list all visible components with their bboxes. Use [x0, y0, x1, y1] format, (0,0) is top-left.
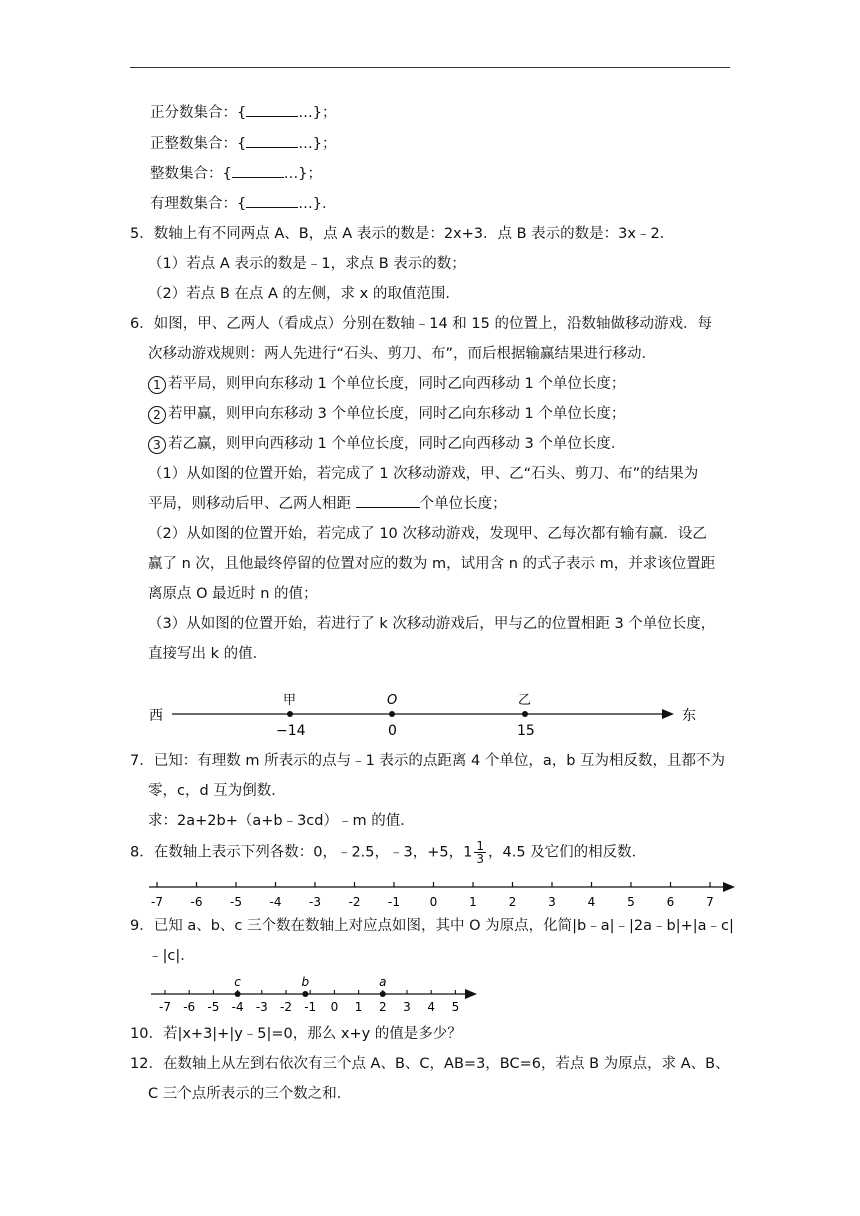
header-rule	[130, 67, 730, 68]
tick-label: −14	[276, 723, 306, 739]
set-label: 正分数集合：{	[150, 105, 247, 121]
tick-label: 6	[666, 895, 675, 909]
q7-line3: 求：2a+2b+（a+b﹣3cd）﹣m 的值．	[148, 813, 415, 829]
q6-part2-line3: 离原点 O 最近时 n 的值；	[148, 586, 318, 602]
set-integer	[150, 164, 322, 184]
mixed-number-whole: 1	[463, 844, 473, 861]
rule-text: 若甲赢，则甲向东移动 3 个单位长度，同时乙向东移动 1 个单位长度；	[168, 406, 626, 422]
west-label: 西	[149, 708, 163, 724]
tick-label: -1	[304, 1000, 317, 1014]
tick-label: -6	[183, 1000, 196, 1014]
point-b	[302, 991, 308, 997]
q6-part2-line1: （2）从如图的位置开始，若完成了 10 次移动游戏，发现甲、乙每次都有输有赢．设乙	[148, 526, 707, 542]
tick-label: 4	[427, 1000, 436, 1014]
numerator: 1	[476, 839, 484, 853]
set-tail: …}；	[298, 136, 337, 152]
point-yi	[522, 711, 528, 717]
q6-rule-3	[148, 434, 625, 454]
q9-number-line	[145, 972, 485, 1018]
text: 8．在数轴上表示下列各数：0，﹣2.5，﹣3，+5，	[130, 844, 464, 861]
q5-stem: 5．数轴上有不同两点 A、B，点 A 表示的数是：2x+3．点 B 表示的数是：3x﹣2．	[130, 226, 675, 242]
q8-number-line	[145, 878, 745, 910]
tick-label: -2	[280, 1000, 292, 1014]
tick-label: 0	[429, 895, 438, 909]
q9-line1: 9．已知 a、b、c 三个数在数轴上对应点如图，其中 O 为原点，化简|b﹣a|﹣|2a﹣b|+|a﹣c|	[130, 918, 734, 934]
tick-label: -3	[255, 1000, 268, 1014]
set-tail: …}；	[298, 105, 337, 121]
q6-number-line-figure	[140, 685, 720, 745]
q6-part3-line1: （3）从如图的位置开始，若进行了 k 次移动游戏后，甲与乙的位置相距 3 个单位长度，	[148, 616, 716, 632]
tick-label: 3	[403, 1000, 411, 1014]
text: ，4.5 及它们的相反数．	[487, 844, 647, 861]
tick-label: -3	[309, 895, 321, 909]
point-label-a: a	[379, 975, 387, 989]
q10-stem: 10．若|x+3|+|y﹣5|=0，那么 x+y 的值是多少？	[130, 1026, 462, 1042]
set-label: 整数集合：{	[150, 166, 232, 182]
answer-blank[interactable]	[232, 164, 284, 178]
tick-label: 1	[469, 895, 477, 909]
answer-blank[interactable]	[246, 103, 298, 117]
axis-arrow	[662, 709, 674, 719]
q6-part1-line1: （1）从如图的位置开始，若完成了 1 次移动游戏，甲、乙“石头、剪刀、布”的结果为	[148, 466, 699, 482]
tick-label: -6	[190, 895, 203, 909]
axis-arrow	[723, 882, 735, 892]
tick-label: -1	[388, 895, 400, 909]
tick-label: -5	[207, 1000, 220, 1014]
q7-line2: 零，c，d 互为倒数．	[148, 783, 286, 799]
tick-label: -2	[348, 895, 361, 909]
text: 个单位长度；	[419, 496, 507, 512]
tick-label: -4	[231, 1000, 244, 1014]
tick-label: 15	[517, 723, 535, 739]
tick-label: 7	[706, 895, 714, 909]
q9-line2: ﹣|c|．	[148, 948, 195, 964]
q6-rule-1	[148, 374, 625, 394]
tick-label: 0	[388, 723, 397, 739]
east-label: 东	[682, 708, 696, 724]
q12-line2: C 三个点所表示的三个数之和．	[148, 1086, 352, 1102]
answer-blank[interactable]	[246, 194, 298, 208]
text: 平局，则移动后甲、乙两人相距	[148, 496, 356, 512]
answer-blank[interactable]	[356, 494, 420, 508]
rule-text: 若平局，则甲向东移动 1 个单位长度，同时乙向西移动 1 个单位长度；	[168, 376, 626, 392]
tick-label: 1	[354, 1000, 363, 1014]
set-rational	[150, 194, 336, 214]
circled-number: 2	[148, 406, 166, 424]
q7-line1: 7．已知：有理数 m 所表示的点与﹣1 表示的点距离 4 个单位，a，b 互为相反数，且都不为	[130, 753, 726, 769]
q12-line1: 12．在数轴上从左到右依次有三个点 A、B、C，AB=3，BC=6，若点 B 为原点，求 A、B、	[130, 1056, 730, 1072]
q6-stem-line2: 次移动游戏规则：两人先进行“石头、剪刀、布”，而后根据输赢结果进行移动．	[148, 346, 657, 362]
q6-part1-line2	[148, 494, 507, 514]
tick-label: -4	[269, 895, 282, 909]
label-yi: 乙	[518, 693, 532, 708]
point-origin	[389, 711, 395, 717]
set-label: 正整数集合：{	[150, 136, 247, 152]
set-tail: …}；	[283, 166, 322, 182]
denominator: 3	[476, 852, 484, 866]
point-label-b: b	[301, 975, 310, 989]
tick-label: 5	[451, 1000, 460, 1014]
tick-label: 3	[548, 895, 556, 909]
tick-label: -5	[230, 895, 242, 909]
set-positive-fraction	[150, 103, 336, 123]
q6-rule-2	[148, 404, 625, 424]
point-c	[235, 991, 241, 997]
set-label: 有理数集合：{	[150, 196, 247, 212]
point-jia	[287, 711, 293, 717]
axis-arrow	[465, 989, 477, 999]
point-label-c: c	[234, 975, 241, 989]
label-origin: O	[387, 693, 398, 708]
tick-label: 4	[587, 895, 596, 909]
circled-number: 3	[148, 436, 166, 454]
set-tail: …}．	[298, 196, 337, 212]
q6-part3-line2: 直接写出 k 的值．	[148, 646, 268, 662]
tick-label: -7	[159, 1000, 171, 1014]
set-positive-integer	[150, 134, 336, 154]
q6-stem-line1: 6．如图，甲、乙两人（看成点）分别在数轴﹣14 和 15 的位置上，沿数轴做移动游戏．每	[130, 316, 712, 332]
rule-text: 若乙赢，则甲向西移动 1 个单位长度，同时乙向西移动 3 个单位长度．	[168, 436, 626, 452]
tick-label: 0	[330, 1000, 339, 1014]
label-jia: 甲	[283, 693, 297, 708]
tick-label: 2	[508, 895, 517, 909]
point-a	[380, 991, 386, 997]
fraction	[474, 840, 486, 865]
circled-number: 1	[148, 376, 166, 394]
q6-part2-line2: 赢了 n 次，且他最终停留的位置对应的数为 m，试用含 n 的式子表示 m，并求该位置距	[148, 556, 716, 572]
tick-label: 2	[378, 1000, 387, 1014]
tick-label: -7	[151, 895, 163, 909]
answer-blank[interactable]	[246, 134, 298, 148]
q5-part2: （2）若点 B 在点 A 的左侧，求 x 的取值范围．	[148, 286, 460, 302]
tick-label: 5	[627, 895, 635, 909]
q8-stem	[130, 840, 646, 865]
q5-part1: （1）若点 A 表示的数是﹣1，求点 B 表示的数；	[148, 256, 466, 272]
